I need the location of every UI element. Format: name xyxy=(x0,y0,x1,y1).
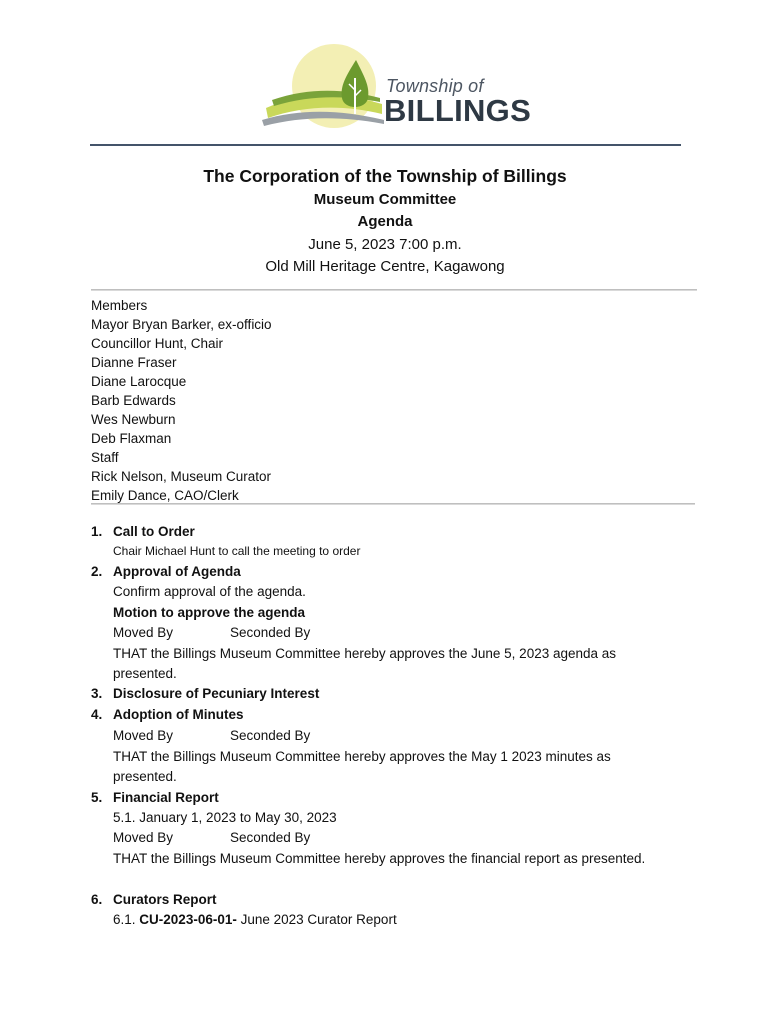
item-number: 6. xyxy=(91,892,103,907)
item-number: 3. xyxy=(91,686,103,701)
item-title: Call to Order xyxy=(113,524,195,539)
item-number: 1. xyxy=(91,524,103,539)
document-title: The Corporation of the Township of Billings xyxy=(203,166,567,186)
document-type: Agenda xyxy=(357,213,413,230)
seconded-by-label: Seconded By xyxy=(230,830,311,845)
item-number: 4. xyxy=(91,707,103,722)
item-title: Approval of Agenda xyxy=(113,564,241,579)
meeting-date-time: June 5, 2023 7:00 p.m. xyxy=(308,236,462,253)
resolution-text: THAT the Billings Museum Committee hereby approves the financial report as presented. xyxy=(113,851,646,866)
item-title: Disclosure of Pecuniary Interest xyxy=(113,686,320,701)
committee-name: Museum Committee xyxy=(313,191,457,208)
report-code: CU-2023-06-01- xyxy=(139,912,237,927)
logo-text-billings: BILLINGS xyxy=(384,93,532,128)
section-divider xyxy=(91,503,695,504)
resolution-text: THAT the Billings Museum Committee hereby approves the May 1 2023 minutes as xyxy=(113,749,611,764)
attendance-entry: Dianne Fraser xyxy=(91,355,177,370)
header-rule xyxy=(90,144,681,146)
sub-item xyxy=(113,912,397,927)
resolution-text: THAT the Billings Museum Committee hereby approves the June 5, 2023 agenda as xyxy=(113,646,617,661)
item-number: 2. xyxy=(91,564,103,579)
attendance-heading-staff: Staff xyxy=(91,450,119,465)
resolution-text-cont: presented. xyxy=(113,769,177,784)
attendance-entry: Barb Edwards xyxy=(91,393,176,408)
township-logo xyxy=(262,42,532,132)
moved-by-label: Moved By xyxy=(113,625,174,640)
attendance-entry: Mayor Bryan Barker, ex-officio xyxy=(91,317,272,332)
attendance-list xyxy=(91,296,272,505)
item-note: Confirm approval of the agenda. xyxy=(113,584,306,599)
item-title: Curators Report xyxy=(113,892,217,907)
logo-text-township: Township of xyxy=(386,76,484,96)
moved-by-label: Moved By xyxy=(113,728,174,743)
attendance-entry: Wes Newburn xyxy=(91,412,176,427)
sub-item: 5.1. January 1, 2023 to May 30, 2023 xyxy=(113,810,337,825)
attendance-entry: Diane Larocque xyxy=(91,374,187,389)
seconded-by-label: Seconded By xyxy=(230,625,311,640)
item-note: Chair Michael Hunt to call the meeting to order xyxy=(113,544,361,558)
attendance-entry: Councillor Hunt, Chair xyxy=(91,336,224,351)
report-title: June 2023 Curator Report xyxy=(236,912,397,927)
meeting-venue: Old Mill Heritage Centre, Kagawong xyxy=(265,258,505,275)
seconded-by-label: Seconded By xyxy=(230,728,311,743)
item-number: 5. xyxy=(91,790,103,805)
resolution-text-cont: presented. xyxy=(113,666,177,681)
item-title: Financial Report xyxy=(113,790,219,805)
section-divider xyxy=(91,289,697,290)
attendance-entry: Emily Dance, CAO/Clerk xyxy=(91,488,239,503)
sub-item-number: 6.1. xyxy=(113,912,136,927)
moved-by-label: Moved By xyxy=(113,830,174,845)
attendance-entry: Rick Nelson, Museum Curator xyxy=(91,469,272,484)
motion-label: Motion to approve the agenda xyxy=(113,605,306,620)
attendance-heading-members: Members xyxy=(91,298,148,313)
item-title: Adoption of Minutes xyxy=(113,707,244,722)
attendance-entry: Deb Flaxman xyxy=(91,431,172,446)
